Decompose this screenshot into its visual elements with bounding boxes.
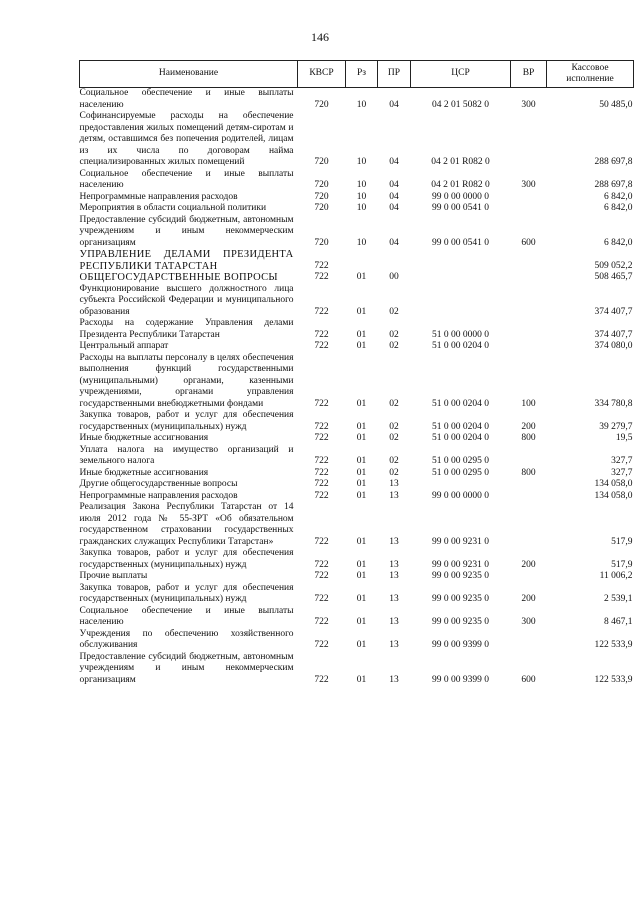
cell-vr: 200 [521,594,536,604]
table-row [80,606,634,629]
cell-pr: 02 [389,467,399,478]
cell-rz: 10 [356,203,367,213]
cell-rz: 10 [356,237,367,248]
cell-sum: 508 465,7 [594,272,633,282]
table-row [80,410,634,433]
cell-sum: 19,5 [615,433,633,443]
cell-vr [511,479,547,491]
cell-kvsr: 720 [314,99,329,110]
cell-vr: 100 [521,398,536,409]
cell-rz: 01 [356,433,367,443]
cell-sum: 288 697,8 [594,180,633,190]
table-row [80,318,634,341]
cell-csr: 99 0 00 9235 0 [432,571,489,581]
table-row [80,548,634,571]
cell-name: Непрограммные направления расходов [79,191,238,202]
cell-vr: 800 [521,433,536,443]
cell-pr [378,249,411,272]
cell-sum: 122 533,9 [594,674,633,685]
cell-sum: 2 539,1 [604,594,633,604]
cell-sum: 6 842,0 [604,237,633,248]
cell-name: Непрограммные направления расходов [79,490,238,501]
cell-csr: 99 0 00 9235 0 [432,594,489,604]
cell-csr: 99 0 00 9399 0 [432,674,489,685]
cell-kvsr: 722 [314,329,329,340]
cell-rz: 01 [356,571,367,581]
table-row [80,629,634,652]
cell-vr [511,341,547,353]
cell-kvsr: 722 [314,571,329,581]
cell-rz: 01 [356,421,367,432]
cell-pr: 13 [389,479,399,489]
cell-pr: 02 [389,329,399,340]
cell-csr: 04 2 01 5082 0 [432,99,489,110]
cell-kvsr: 722 [314,467,329,478]
cell-sum: 8 467,1 [604,617,633,627]
cell-sum: 11 006,2 [599,571,633,581]
cell-pr: 13 [389,674,399,685]
cell-csr: 04 2 01 R082 0 [431,157,490,167]
cell-vr [511,111,547,169]
cell-kvsr: 722 [314,456,329,466]
cell-csr: 51 0 00 0295 0 [432,467,489,478]
header-pr: ПР [378,61,411,88]
cell-vr [511,629,547,652]
cell-sum: 509 052,2 [594,260,633,271]
cell-sum: 517,9 [611,559,633,570]
cell-pr: 02 [389,456,399,466]
table-row [80,445,634,468]
cell-pr: 02 [389,306,399,317]
cell-csr: 51 0 00 0204 0 [432,341,489,351]
cell-rz: 01 [356,272,367,282]
cell-csr: 99 0 00 9231 0 [432,559,489,570]
cell-kvsr: 722 [314,433,329,443]
cell-csr: 51 0 00 0204 0 [432,398,489,409]
cell-name: Предоставление субсидий бюджетным, автономным учреждениям и иным некоммерческим организациям [79,651,294,685]
cell-csr: 51 0 00 0204 0 [432,421,489,432]
cell-sum: 6 842,0 [604,203,633,213]
cell-kvsr: 722 [314,272,329,282]
cell-vr [511,571,547,583]
cell-sum: 134 058,0 [594,490,633,501]
page-number: 146 [311,30,329,44]
table-row [80,502,634,548]
cell-pr: 13 [389,559,399,570]
cell-kvsr: 722 [314,536,329,547]
table-row [80,111,634,169]
header-csr: ЦСР [411,61,511,88]
cell-name: Прочие выплаты [79,571,148,581]
cell-kvsr: 722 [314,594,329,604]
cell-pr: 02 [389,421,399,432]
header-rz: Рз [346,61,378,88]
cell-rz: 01 [356,398,367,409]
cell-kvsr: 722 [314,398,329,409]
cell-name: Расходы на содержание Управления делами Президента Республики Татарстан [79,318,294,340]
cell-vr [511,318,547,341]
cell-rz: 10 [356,191,367,202]
cell-vr [511,272,547,284]
cell-kvsr: 722 [314,421,329,432]
cell-vr: 800 [521,467,536,478]
cell-kvsr: 720 [314,237,329,248]
table-row [80,583,634,606]
cell-pr: 04 [389,203,399,213]
cell-sum: 122 533,9 [594,640,633,650]
table-row [80,169,634,192]
cell-pr: 13 [389,571,399,581]
cell-kvsr: 720 [314,191,329,202]
table-row [80,491,634,503]
cell-rz: 01 [356,536,367,547]
cell-sum: 6 842,0 [604,191,633,202]
cell-vr [511,491,547,503]
cell-name: УПРАВЛЕНИЕ ДЕЛАМИ ПРЕЗИДЕНТА РЕСПУБЛИКИ ТАТАРСТАН [79,249,294,272]
cell-kvsr: 722 [314,479,329,489]
cell-name: Учреждения по обеспечению хозяйственного обслуживания [79,628,294,650]
cell-pr: 02 [389,433,399,443]
cell-pr: 04 [389,237,399,248]
cell-pr: 04 [389,191,399,202]
cell-rz: 10 [356,157,367,167]
cell-kvsr: 722 [314,260,329,271]
table-row [80,249,634,272]
cell-csr: 51 0 00 0204 0 [432,433,489,443]
cell-sum: 374 407,7 [594,329,633,340]
cell-pr: 04 [389,157,399,167]
cell-name: Центральный аппарат [79,341,169,351]
cell-sum: 374 407,7 [594,306,633,317]
table-row [80,468,634,480]
cell-name: Закупка товаров, работ и услуг для обеспечения государственных (муниципальных) нужд [79,548,294,570]
cell-rz [346,249,378,272]
cell-vr: 200 [521,421,536,432]
header-name: Наименование [80,61,298,88]
cell-pr: 13 [389,490,399,501]
cell-vr: 300 [521,180,536,190]
cell-name: ОБЩЕГОСУДАРСТВЕННЫЕ ВОПРОСЫ [79,272,278,283]
cell-kvsr: 722 [314,490,329,501]
cell-name: Другие общегосударственные вопросы [79,479,238,489]
cell-pr: 02 [389,398,399,409]
cell-vr: 600 [521,674,536,685]
cell-rz: 01 [356,594,367,604]
cell-csr: 99 0 00 9235 0 [432,617,489,627]
cell-rz: 01 [356,306,367,317]
cell-name: Закупка товаров, работ и услуг для обеспечения государственных (муниципальных) нужд [79,582,294,604]
cell-csr: 99 0 00 0000 0 [432,191,489,202]
cell-vr: 200 [521,559,536,570]
cell-csr: 04 2 01 R082 0 [431,180,490,190]
table-header-row [80,61,634,88]
table-row [80,341,634,353]
table-row [80,203,634,215]
cell-csr: 51 0 00 0295 0 [432,456,489,466]
cell-kvsr: 720 [314,180,329,190]
table-row [80,284,634,319]
cell-name: Софинансируемые расходы на обеспечение предоставления жилых помещений детям-сиротам и детям, оставшимся без попечения родителей, лицам из их числа по договорам найма специализированных жилых помещений [79,111,294,167]
cell-kvsr: 722 [314,674,329,685]
cell-csr: 99 0 00 9399 0 [432,640,489,650]
cell-name: Иные бюджетные ассигнования [79,467,209,478]
cell-pr: 04 [389,99,399,110]
cell-sum: 134 058,0 [594,479,633,489]
table-row [80,272,634,284]
cell-csr [411,284,511,319]
cell-rz: 10 [356,99,367,110]
cell-csr [411,272,511,284]
cell-name: Социальное обеспечение и иные выплаты населению [79,88,294,110]
cell-pr: 13 [389,617,399,627]
cell-vr [511,502,547,548]
cell-rz: 10 [356,180,367,190]
cell-name: Расходы на выплаты персоналу в целях обеспечения выполнения функций государственными (муниципальными) органами, казенными учреждениями, органами управления государственными внебюджетными фондами [79,352,294,409]
cell-name: Закупка товаров, работ и услуг для обеспечения государственных (муниципальных) нужд [79,410,294,432]
table-row [80,353,634,411]
cell-name: Иные бюджетные ассигнования [79,433,209,443]
table-row [80,192,634,204]
cell-name: Социальное обеспечение и иные выплаты населению [79,168,294,190]
cell-kvsr: 722 [314,640,329,650]
cell-kvsr: 722 [314,559,329,570]
cell-pr: 13 [389,640,399,650]
cell-kvsr: 722 [314,617,329,627]
cell-sum: 327,7 [611,467,633,478]
cell-name: Социальное обеспечение и иные выплаты населению [79,605,294,627]
cell-csr: 99 0 00 0000 0 [432,490,489,501]
cell-vr [511,445,547,468]
table-row [80,88,634,112]
header-sum: Кассовое исполнение [547,61,634,88]
cell-csr: 99 0 00 0541 0 [432,203,489,213]
cell-rz: 01 [356,341,367,351]
cell-pr: 00 [389,272,399,282]
cell-vr [511,284,547,319]
cell-name: Реализация Закона Республики Татарстан от 14 июля 2012 года № 55-ЗРТ «Об обязательном государственном страховании государственных гражданских служащих Республики Татарстан» [79,502,294,547]
cell-rz: 01 [356,559,367,570]
cell-vr [511,249,547,272]
cell-pr: 13 [389,594,399,604]
cell-csr [411,479,511,491]
cell-rz: 01 [356,490,367,501]
cell-rz: 01 [356,467,367,478]
cell-name: Предоставление субсидий бюджетным, автономным учреждениям и иным некоммерческим организациям [79,214,294,248]
cell-pr: 13 [389,536,399,547]
cell-name: Функционирование высшего должностного лица субъекта Российской Федерации и муниципального образования [79,283,294,317]
cell-kvsr: 720 [314,157,329,167]
cell-pr: 04 [389,180,399,190]
cell-csr: 51 0 00 0000 0 [432,329,489,340]
cell-rz: 01 [356,640,367,650]
table-row [80,652,634,687]
cell-vr [511,192,547,204]
cell-rz: 01 [356,617,367,627]
table-row [80,479,634,491]
table-row [80,433,634,445]
cell-sum: 334 780,8 [594,398,633,409]
cell-kvsr: 722 [314,306,329,317]
cell-sum: 327,7 [611,456,633,466]
cell-name: Уплата налога на имущество организаций и земельного налога [79,444,294,466]
table-row [80,215,634,250]
cell-sum: 50 485,0 [599,99,633,110]
cell-vr: 300 [521,617,536,627]
cell-sum: 288 697,8 [594,157,633,167]
cell-sum: 517,9 [611,536,633,547]
cell-sum: 39 279,7 [599,421,633,432]
cell-name: Мероприятия в области социальной политики [79,203,267,213]
cell-sum: 374 080,0 [594,341,633,351]
cell-csr [411,249,511,272]
cell-kvsr: 720 [314,203,329,213]
cell-kvsr: 722 [314,341,329,351]
header-vr: ВР [511,61,547,88]
table-body [80,88,634,687]
cell-pr: 02 [389,341,399,351]
cell-rz: 01 [356,674,367,685]
cell-csr: 99 0 00 0541 0 [432,237,489,248]
cell-vr: 600 [521,237,536,248]
cell-rz: 01 [356,456,367,466]
table-row [80,571,634,583]
cell-vr [511,203,547,215]
header-kvsr: КВСР [298,61,346,88]
cell-csr: 99 0 00 9231 0 [432,536,489,547]
cell-vr: 300 [521,99,536,110]
budget-table [79,60,634,686]
cell-rz: 01 [356,479,367,489]
cell-rz: 01 [356,329,367,340]
